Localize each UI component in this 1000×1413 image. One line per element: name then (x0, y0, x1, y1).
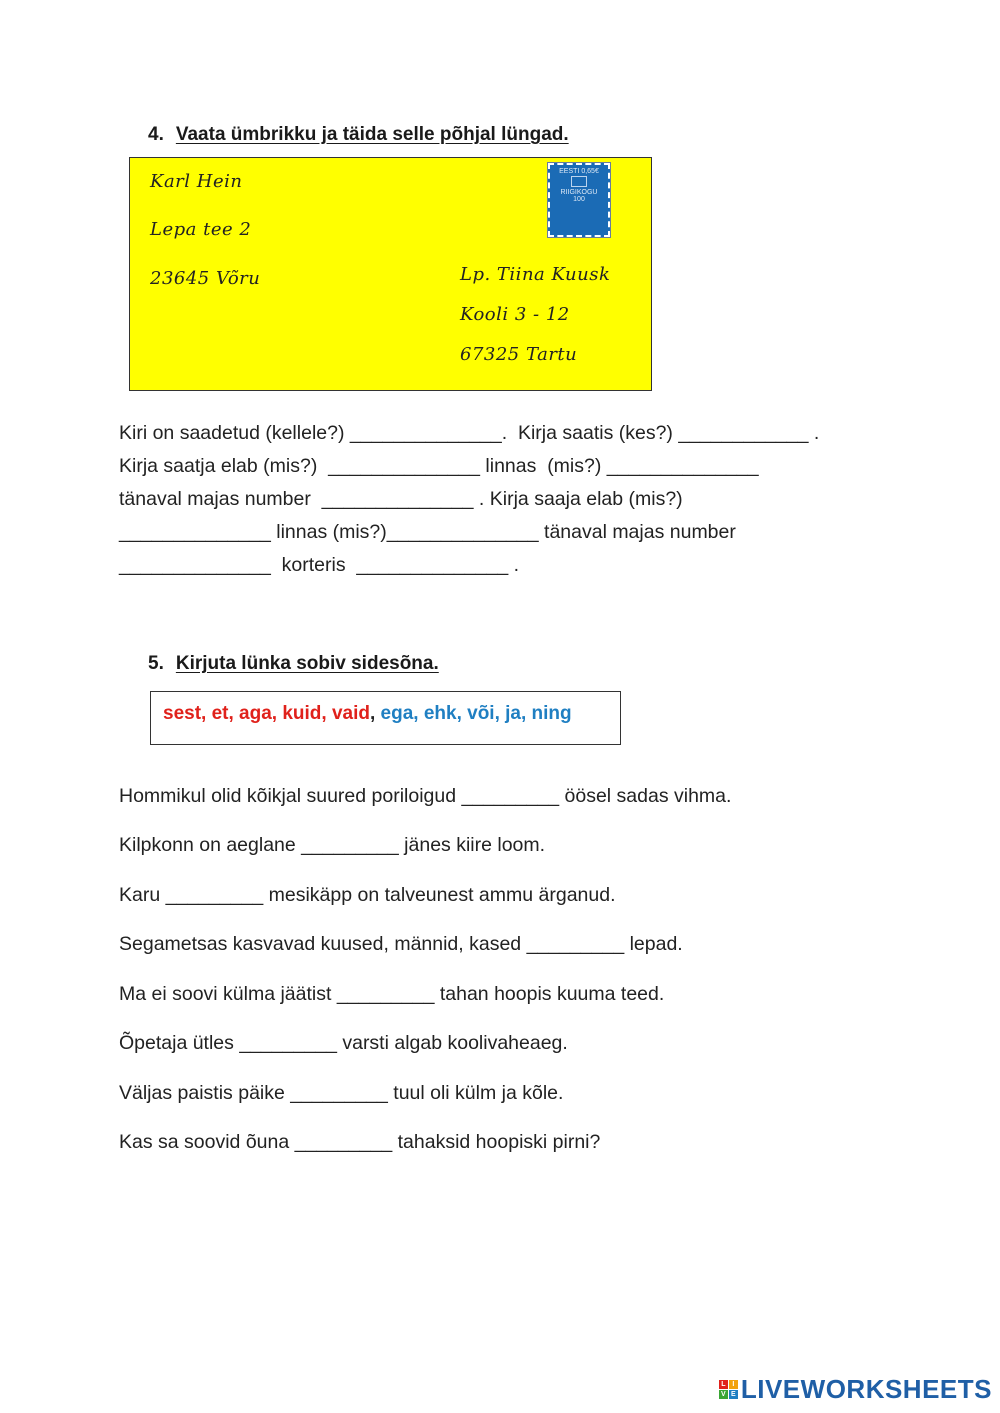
stamp-header (550, 168, 608, 175)
exercise-sentence: Õpetaja ütles _________ varsti algab koolivaheaeg. (119, 1032, 568, 1054)
exercise-sentence: Segametsas kasvavad kuused, männid, kased _________ lepad. (119, 933, 683, 955)
liveworksheets-logo-icon (719, 1380, 738, 1399)
paragraph-line: ______________ korteris ______________ . (119, 554, 520, 576)
paragraph-line: Kiri on saadetud (kellele?) ______________. Kirja saatis (kes?) ____________ . (119, 422, 820, 444)
word-bank-blue: ega, ehk, või, ja, ning (380, 703, 572, 724)
stamp-line1: RIIGIKOGU (560, 189, 598, 196)
word-bank (163, 703, 572, 725)
recipient-name: Lp. Tiina Kuusk (460, 264, 611, 285)
logo-letter: I (729, 1380, 738, 1389)
sender-city: 23645 Võru (150, 268, 261, 289)
stamp-value: 0,65€ (581, 168, 599, 175)
logo-letter: V (719, 1390, 728, 1399)
exercise-sentence: Karu _________ mesikäpp on talveunest ammu ärganud. (119, 884, 616, 906)
sender-name: Karl Hein (150, 171, 243, 192)
section-4-number: 4. (148, 124, 164, 145)
word-bank-red: sest, et, aga, kuid, vaid (163, 703, 370, 724)
logo-letter: L (719, 1380, 728, 1389)
paragraph-line: tänaval majas number ______________ . Kirja saaja elab (mis?) (119, 488, 683, 510)
exercise-sentence: Kilpkonn on aeglane _________ jänes kiire loom. (119, 834, 546, 856)
paragraph-line: Kirja saatja elab (mis?) ______________ linnas (mis?) ______________ (119, 455, 759, 477)
section-5-title: Kirjuta lünka sobiv sidesõna. (175, 653, 439, 674)
word-bank-separator: , (369, 703, 381, 724)
exercise-sentence: Hommikul olid kõikjal suured poriloigud _________ öösel sadas vihma. (119, 785, 732, 807)
exercise-sentence: Väljas paistis päike _________ tuul oli külm ja kõle. (119, 1082, 564, 1104)
brand-name: LIVEWORKSHEETS (740, 1374, 992, 1404)
paragraph-line: ______________ linnas (mis?)______________ tänaval majas number (119, 521, 736, 543)
section-4-heading (148, 124, 569, 146)
sender-street: Lepa tee 2 (150, 219, 252, 240)
recipient-street: Kooli 3 - 12 (460, 304, 570, 325)
exercise-sentence: Kas sa soovid õuna _________ tahaksid hoopiski pirni? (119, 1131, 601, 1153)
stamp-country: EESTI (559, 168, 580, 175)
logo-letter: E (729, 1390, 738, 1399)
section-4-paragraph (119, 417, 899, 582)
section-5-number: 5. (148, 653, 164, 674)
word-bank-box (150, 691, 621, 745)
section-5-heading (148, 653, 439, 675)
liveworksheets-logo[interactable] (719, 1374, 992, 1405)
stamp-line2: 100 (573, 196, 585, 203)
postage-stamp (548, 163, 610, 237)
exercise-sentence: Ma ei soovi külma jäätist _________ tahan hoopis kuuma teed. (119, 983, 665, 1005)
stamp-emblem-icon (571, 176, 587, 187)
recipient-city: 67325 Tartu (460, 344, 578, 365)
section-4-title: Vaata ümbrikku ja täida selle põhjal lüngad. (175, 124, 569, 145)
